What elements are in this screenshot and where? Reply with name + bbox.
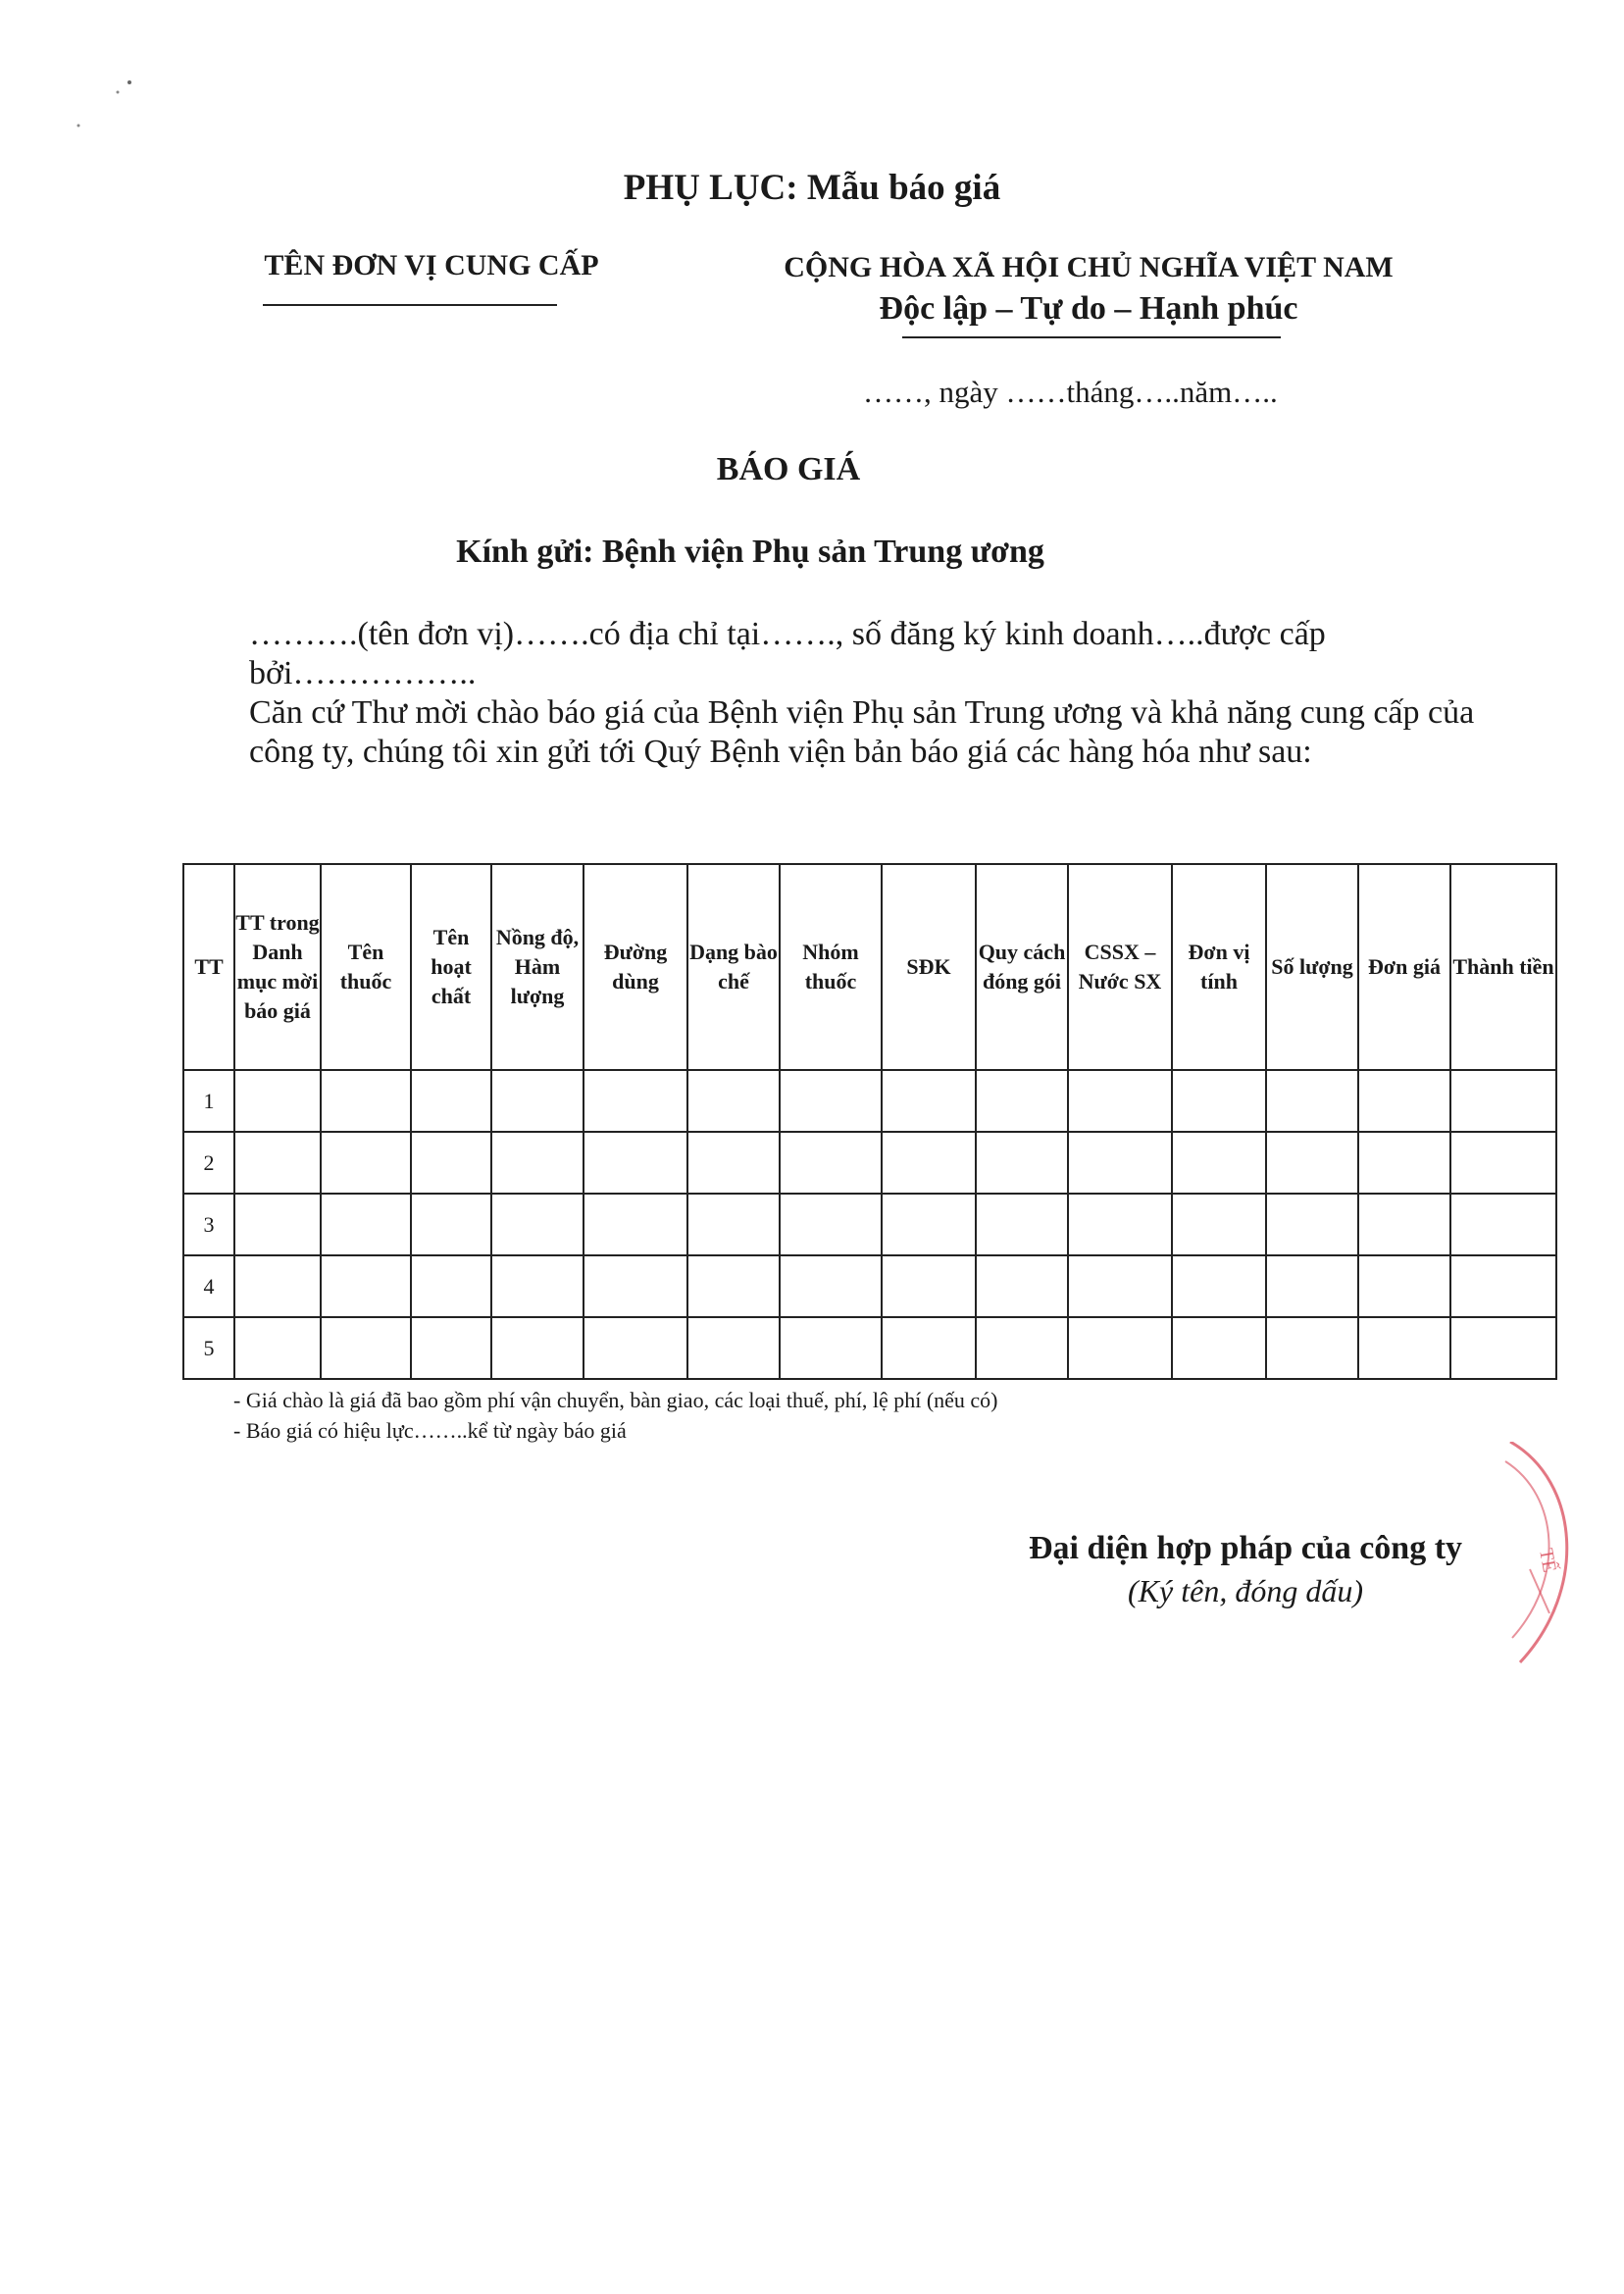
table-cell (780, 1255, 882, 1317)
table-header-row (183, 864, 1556, 1070)
table-cell (687, 1132, 780, 1194)
intro-paragraph (249, 615, 1475, 772)
table-row (183, 1070, 1556, 1132)
table-cell (882, 1132, 976, 1194)
table-cell (1172, 1317, 1266, 1379)
header-cell: Tên thuốc (321, 864, 411, 1070)
table-cell (411, 1255, 491, 1317)
table-cell (584, 1255, 687, 1317)
table-cell (1358, 1317, 1450, 1379)
table-cell (1172, 1070, 1266, 1132)
intro-line-company: ……….(tên đơn vị)…….có địa chỉ tại……., số đăng ký kinh doanh…..được cấp bởi…………….. (249, 616, 1326, 691)
table-row (183, 1317, 1556, 1379)
table-cell (491, 1255, 584, 1317)
table-cell (584, 1132, 687, 1194)
table-row (183, 1132, 1556, 1194)
table-cell (1450, 1317, 1556, 1379)
header-cell: Nồng độ, Hàm lượng (491, 864, 584, 1070)
header-cell: Đơn vị tính (1172, 864, 1266, 1070)
table-row (183, 1255, 1556, 1317)
header-cell: SĐK (882, 864, 976, 1070)
table-cell (780, 1070, 882, 1132)
table-cell (491, 1132, 584, 1194)
table-cell (687, 1194, 780, 1255)
intro-line-basis: Căn cứ Thư mời chào báo giá của Bệnh viện Phụ sản Trung ương và khả năng cung cấp của công ty, chúng tôi xin gửi tới Quý Bệnh viện bản báo giá các hàng hóa như sau: (249, 694, 1475, 770)
supplier-underline (263, 304, 557, 306)
table-cell (687, 1255, 780, 1317)
table-cell (321, 1194, 411, 1255)
table-cell (1266, 1255, 1358, 1317)
appendix-label: PHỤ LỤC: (623, 168, 798, 208)
table-cell (234, 1070, 321, 1132)
signer-instruction: (Ký tên, đóng dấu) (1128, 1573, 1363, 1608)
table-cell (411, 1317, 491, 1379)
nation-heading: CỘNG HÒA XÃ HỘI CHỦ NGHĨA VIỆT NAM (784, 251, 1394, 283)
table-cell (976, 1317, 1068, 1379)
table-cell (780, 1194, 882, 1255)
table-cell (584, 1194, 687, 1255)
table-cell (584, 1070, 687, 1132)
appendix-title-text: Mẫu báo giá (806, 168, 1001, 208)
table-cell (1266, 1194, 1358, 1255)
table-cell (780, 1132, 882, 1194)
row-number: 3 (183, 1194, 234, 1255)
table-cell (1450, 1255, 1556, 1317)
table-cell (1068, 1317, 1172, 1379)
table-cell (234, 1132, 321, 1194)
table-cell (687, 1070, 780, 1132)
recipient-line: Kính gửi: Bệnh viện Phụ sản Trung ương (456, 534, 1044, 570)
table-cell (976, 1070, 1068, 1132)
table-cell (780, 1317, 882, 1379)
table-cell (1068, 1255, 1172, 1317)
table-cell (234, 1317, 321, 1379)
table-cell (234, 1255, 321, 1317)
table-cell (321, 1255, 411, 1317)
header-cell: Nhóm thuốc (780, 864, 882, 1070)
date-line: ……, ngày ……tháng…..năm….. (863, 375, 1278, 409)
table-cell (1358, 1070, 1450, 1132)
table-cell (882, 1194, 976, 1255)
table-cell (491, 1317, 584, 1379)
table-cell (976, 1194, 1068, 1255)
table-cell (321, 1317, 411, 1379)
table-cell (1068, 1132, 1172, 1194)
table-cell (411, 1132, 491, 1194)
table-cell (1266, 1317, 1358, 1379)
motto-underline (902, 336, 1281, 338)
table-cell (1266, 1070, 1358, 1132)
header-cell: Số lượng (1266, 864, 1358, 1070)
table-cell (411, 1070, 491, 1132)
table-cell (1266, 1132, 1358, 1194)
table-cell (882, 1317, 976, 1379)
partial-stamp-icon (1500, 1442, 1599, 1667)
table-cell (1358, 1132, 1450, 1194)
national-motto: Độc lập – Tự do – Hạnh phúc (879, 290, 1298, 327)
table-cell (1068, 1194, 1172, 1255)
table-cell (321, 1132, 411, 1194)
table-cell (1172, 1194, 1266, 1255)
table-body (183, 1070, 1556, 1379)
table-cell (411, 1194, 491, 1255)
table-cell (1450, 1070, 1556, 1132)
table-cell (1172, 1132, 1266, 1194)
table-cell (882, 1070, 976, 1132)
table-cell (976, 1132, 1068, 1194)
table-cell (491, 1070, 584, 1132)
header-cell: Thành tiền (1450, 864, 1556, 1070)
note-validity: - Báo giá có hiệu lực……..kể từ ngày báo giá (233, 1418, 627, 1443)
row-number: 4 (183, 1255, 234, 1317)
table-cell (1450, 1132, 1556, 1194)
table-cell (1068, 1070, 1172, 1132)
table-cell (1358, 1194, 1450, 1255)
quotation-table (182, 863, 1557, 1380)
header-cell: Quy cách đóng gói (976, 864, 1068, 1070)
row-number: 1 (183, 1070, 234, 1132)
header-cell: CSSX – Nước SX (1068, 864, 1172, 1070)
header-cell: Dạng bào chế (687, 864, 780, 1070)
table-cell (321, 1070, 411, 1132)
table-row (183, 1194, 1556, 1255)
table-cell (687, 1317, 780, 1379)
header-cell: Đường dùng (584, 864, 687, 1070)
table-notes (233, 1385, 998, 1446)
table-cell (1450, 1194, 1556, 1255)
header-cell: Tên hoạt chất (411, 864, 491, 1070)
appendix-title (0, 167, 1624, 209)
row-number: 2 (183, 1132, 234, 1194)
signer-title: Đại diện hợp pháp của công ty (1028, 1530, 1463, 1566)
table-cell (584, 1317, 687, 1379)
document-title: BÁO GIÁ (716, 451, 861, 487)
table-cell (1358, 1255, 1450, 1317)
header-cell: TT (183, 864, 234, 1070)
stamp-text: TẾ (1535, 1547, 1560, 1574)
header-cell: TT trong Danh mục mời báo giá (234, 864, 321, 1070)
note-price-inclusion: - Giá chào là giá đã bao gồm phí vận chuyển, bàn giao, các loại thuế, phí, lệ phí (nếu có) (233, 1388, 998, 1412)
table-cell (1172, 1255, 1266, 1317)
supplier-heading: TÊN ĐƠN VỊ CUNG CẤP (264, 249, 599, 281)
scan-speck (69, 69, 147, 137)
table-cell (882, 1255, 976, 1317)
header-cell: Đơn giá (1358, 864, 1450, 1070)
table-cell (234, 1194, 321, 1255)
row-number: 5 (183, 1317, 234, 1379)
table-cell (491, 1194, 584, 1255)
table-cell (976, 1255, 1068, 1317)
